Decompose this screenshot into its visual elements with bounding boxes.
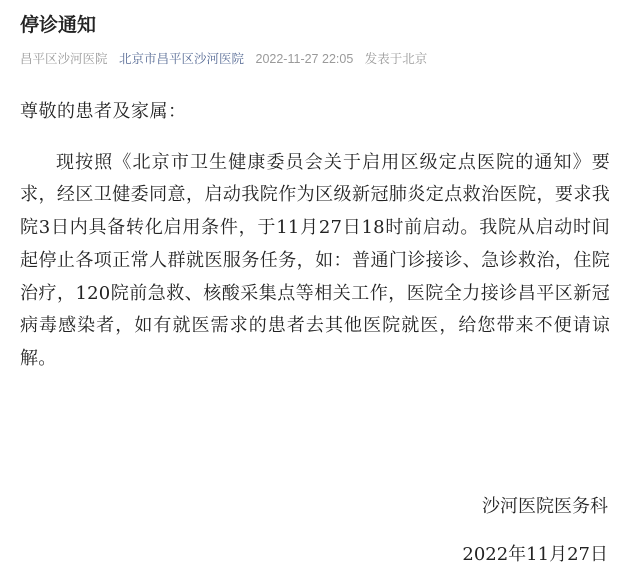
article-content bbox=[20, 96, 610, 376]
article-meta bbox=[20, 50, 435, 68]
greeting: 尊敬的患者及家属： bbox=[20, 101, 187, 122]
body-paragraph: 现按照《北京市卫生健康委员会关于启用区级定点医院的通知》要求，经区卫健委同意，启动我院作为区级新冠肺炎定点救治医院，要求我院3日内具备转化启用条件，于11月27日18时前启动。我院从启动时间起停止各项正常人群就医服务任务，如：普通门诊接诊、急诊救治，住院治疗，120院前急救、核酸采集点等相关工作，医院全力接诊昌平区新冠病毒感染者，如有就医需求的患者去其他医院就医，给您带来不便请谅解。 bbox=[20, 151, 610, 369]
publish-time: 2022-11-27 22:05 bbox=[255, 52, 354, 66]
author-name: 昌平区沙河医院 bbox=[20, 52, 108, 66]
signature: 沙河医院医务科 bbox=[482, 496, 608, 517]
notice-date: 2022年11月27日 bbox=[462, 544, 608, 565]
article-title: 停诊通知 bbox=[20, 15, 97, 36]
publish-location: 发表于北京 bbox=[364, 52, 428, 66]
account-link[interactable]: 北京市昌平区沙河医院 bbox=[119, 52, 245, 66]
